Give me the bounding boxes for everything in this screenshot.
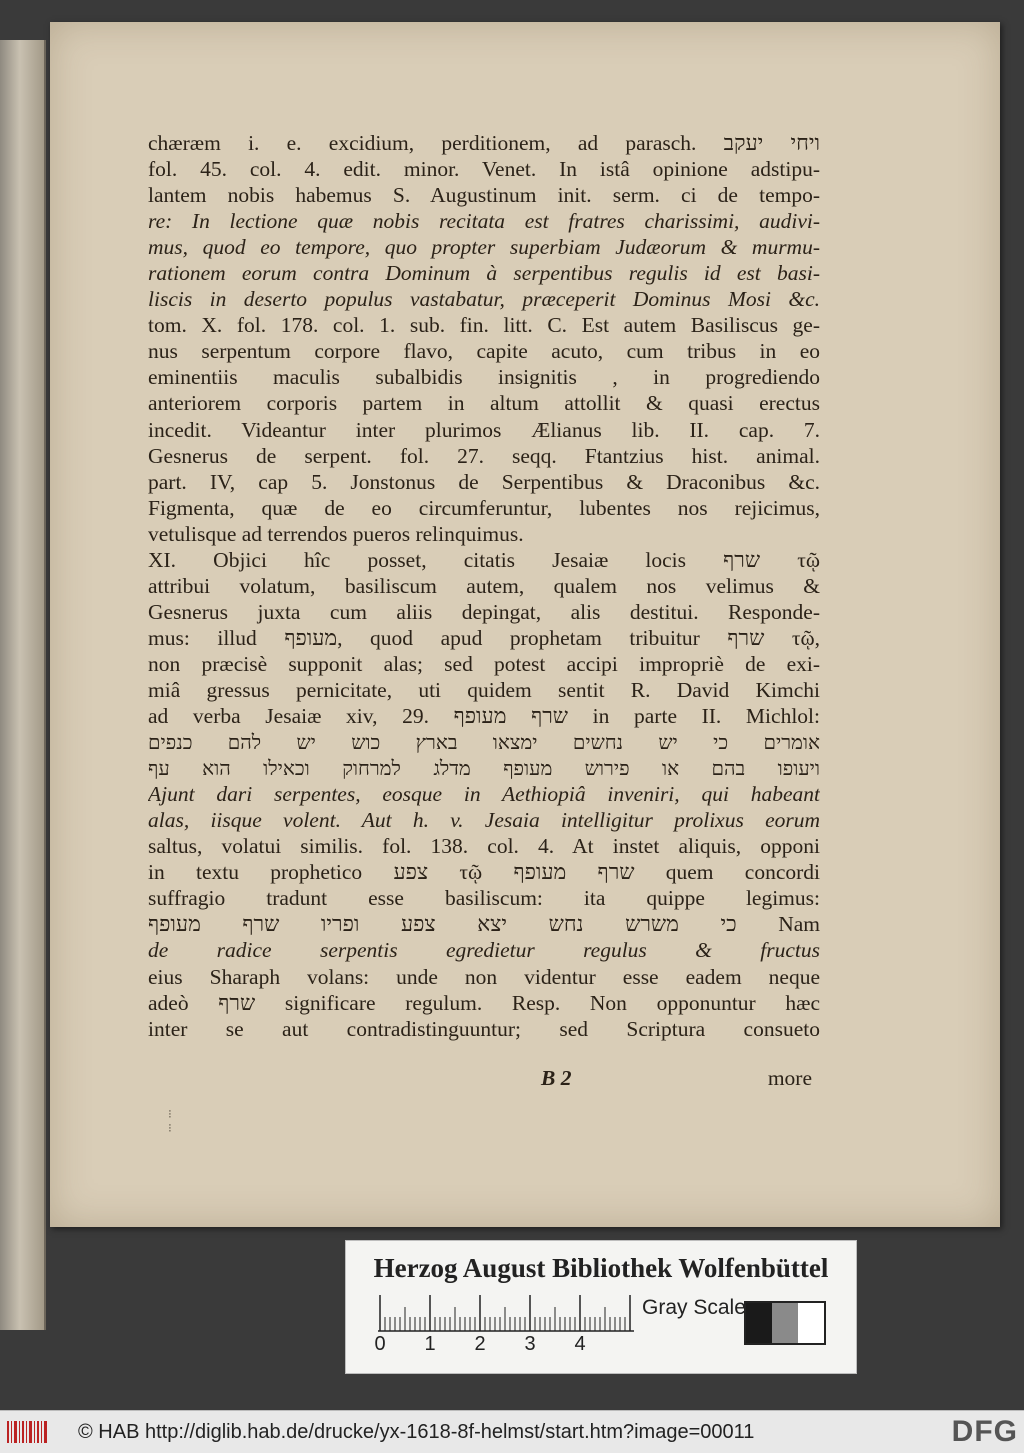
text-line: Figmenta, quæ de eo circumferuntur, lubentes nos rejicimus, [148,495,820,520]
text-line: de radice serpentis egredietur regulus & fructus [148,938,820,963]
text-line: vetulisque ad terrendos pueros relinquimus. [148,521,524,546]
text-line: fol. 45. col. 4. edit. minor. Venet. In istâ opinione adstipu- [148,157,820,182]
text-line: tom. X. fol. 178. col. 1. sub. fin. litt. C. Est autem Basiliscus ge- [148,313,820,338]
text-line: rationem eorum contra Dominum à serpentibus regulis id est basi- [148,261,820,286]
swatch-black [746,1303,772,1343]
text-line: Gesnerus de serpent. fol. 27. seqq. Ftantzius hist. animal. [148,443,820,468]
ruler-number: 4 [574,1333,586,1355]
signature-mark: B 2 [541,1066,572,1090]
text-line: saltus, volatui similis. fol. 138. col. 4. At instet aliquis, opponi [148,834,820,859]
text-line: miâ gressus pernicitate, uti quidem sentit R. David Kimchi [148,677,820,702]
viewer-footer-bar [0,1410,1024,1453]
text-line: in textu prophetico צפע τῷ שרף מעופף quem concordi [148,860,820,885]
text-line: Ajunt dari serpentes, eosque in Aethiopiâ inveniri, qui habeant [148,782,820,807]
margin-marks: ⁝ ⁝ [168,1107,172,1135]
text-line: attribui volatum, basiliscum autem, qualem nos velimus & [148,573,820,598]
previous-page-edge [0,40,46,1330]
ruler-number: 3 [524,1333,536,1355]
library-name: Herzog August Bibliothek Wolfenbüttel [373,1253,829,1283]
text-line: mus: illud מעופף, quod apud prophetam tribuitur שרף τῷ, [148,625,820,650]
ruler-number: 0 [374,1333,386,1355]
text-line: inter se aut contradistinguuntur; sed Scriptura consueto [148,1016,820,1041]
text-line: incedit. Videantur inter plurimos Ælianus lib. II. cap. 7. [148,417,820,442]
text-line: XI. Objici hîc posset, citatis Jesaiæ locis שרף τῷ [148,547,820,572]
copyright-link[interactable]: © HAB http://diglib.hab.de/drucke/yx-1618-8f-helmst/start.htm?image=00011 [78,1421,755,1443]
text-line: כי משרש נחש יצא צפע ופריו שרף מעופף Nam [148,912,820,937]
catchword: more [767,1066,812,1090]
text-line: mus, quod eo tempore, quo propter superbiam Judæorum & murmu- [148,235,820,260]
swatch-gray [772,1303,798,1343]
text-line: chæræm i. e. excidium, perditionem, ad parasch. ויחי יעקב [148,131,820,155]
ruler-number: 1 [424,1333,436,1355]
text-line: liscis in deserto populus vastabatur, præceperit Dominus Mosi &c. [148,287,820,312]
dfg-logo: DFG [951,1415,1018,1448]
ruler-number: 2 [474,1333,486,1355]
text-line: anteriorem corporis partem in altum attollit & quasi erectus [148,391,820,416]
text-line: alas, iisque volent. Aut h. v. Jesaia intelligitur prolixus eorum [148,808,820,833]
swatch-white [798,1303,824,1343]
text-line: ויעופו בהם או פירוש מעופף מדלג למרחוק וכאילו הוא עף [148,756,820,781]
page-text-block [148,130,820,1042]
grayscale-label: Gray Scale [642,1296,746,1319]
text-line: אומרים כי יש נחשים ימצאו בארץ כוש יש להם כנפים [148,730,820,755]
text-line: part. IV, cap 5. Jonstonus de Serpentibus & Draconibus &c. [148,469,820,494]
text-line: re: In lectione quæ nobis recitata est fratres charissimi, audivi- [148,209,820,234]
text-line: eius Sharaph volans: unde non videntur esse eadem neque [148,964,820,989]
text-line: nus serpentum corpore flavo, capite acuto, cum tribus in eo [148,339,820,364]
text-line: Gesnerus juxta cum aliis depingat, alis destitui. Responde- [148,599,820,624]
text-line: adeò שרף significare regulum. Resp. Non opponuntur hæc [148,990,820,1015]
grayscale-swatches [744,1301,826,1345]
library-color-card [345,1240,857,1374]
text-line: ad verba Jesaiæ xiv, 29. שרף מעופף in parte II. Michlol: [148,704,820,729]
ruler-icon [376,1293,636,1333]
text-line: lantem nobis habemus S. Augustinum init. serm. ci de tempo- [148,183,820,208]
barcode-icon [6,1419,48,1445]
text-line: non præcisè supponit alas; sed potest accipi impropriè de exi- [148,651,820,676]
text-line: suffragio tradunt esse basiliscum: ita quippe legimus: [148,886,820,911]
text-line: eminentiis maculis subalbidis insignitis , in progrediendo [148,365,820,390]
book-page [50,22,1000,1227]
